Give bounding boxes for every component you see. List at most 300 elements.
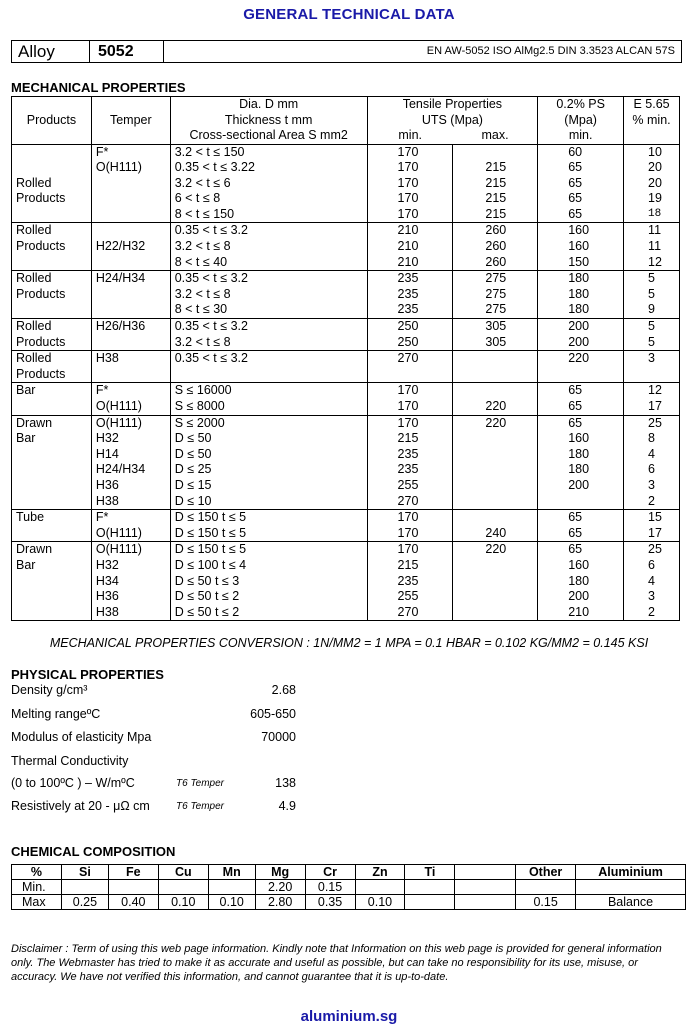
cell-dimension: D ≤ 50 bbox=[170, 447, 367, 463]
cell-product: Bar bbox=[12, 558, 92, 574]
cell-product: Tube bbox=[12, 510, 92, 526]
cell-uts-min: 270 bbox=[367, 351, 453, 367]
cell-ps-min: 160 bbox=[538, 431, 624, 447]
chemical-header-cell: Si bbox=[61, 865, 108, 880]
cell-uts-min: 270 bbox=[367, 605, 453, 621]
resist-value: 4.9 bbox=[278, 799, 296, 813]
chemical-header-cell: Zn bbox=[355, 865, 405, 880]
chemical-min-cell bbox=[455, 880, 516, 895]
table-row bbox=[12, 542, 680, 558]
cell-product bbox=[12, 574, 92, 590]
cell-dimension: D ≤ 50 t ≤ 2 bbox=[170, 589, 367, 605]
cell-uts-min: 215 bbox=[367, 558, 453, 574]
cell-uts-min: 235 bbox=[367, 302, 453, 318]
table-row bbox=[12, 223, 680, 239]
table-row bbox=[12, 399, 680, 415]
chemical-min-cell: Min. bbox=[12, 880, 62, 895]
cell-dimension: D ≤ 150 t ≤ 5 bbox=[170, 542, 367, 558]
cell-dimension: D ≤ 150 t ≤ 5 bbox=[170, 510, 367, 526]
header-dia: Dia. D mm bbox=[239, 97, 299, 111]
cell-uts-max: 215 bbox=[453, 191, 538, 207]
chemical-min-cell bbox=[405, 880, 455, 895]
cell-temper: H38 bbox=[91, 351, 170, 367]
cell-temper: O(H111) bbox=[91, 399, 170, 415]
cell-uts-max: 215 bbox=[453, 176, 538, 192]
header-ps-title: 0.2% PS bbox=[556, 97, 605, 111]
cell-temper bbox=[91, 302, 170, 318]
cell-temper bbox=[91, 223, 170, 239]
table-row bbox=[12, 287, 680, 303]
header-products: Products bbox=[12, 97, 92, 145]
cell-uts-min: 215 bbox=[367, 431, 453, 447]
cell-uts-min: 235 bbox=[367, 462, 453, 478]
cell-ps-min: 180 bbox=[538, 462, 624, 478]
cell-temper: F* bbox=[91, 510, 170, 526]
chemical-min-cell bbox=[576, 880, 686, 895]
cell-ps-min: 220 bbox=[538, 351, 624, 367]
cell-ps-min: 60 bbox=[538, 144, 624, 160]
cell-dimension: 0.35 < t ≤ 3.2 bbox=[170, 319, 367, 335]
cell-product: Rolled bbox=[12, 319, 92, 335]
chemical-header-cell: Ti bbox=[405, 865, 455, 880]
cell-dimension: 3.2 < t ≤ 150 bbox=[170, 144, 367, 160]
cell-product: Bar bbox=[12, 431, 92, 447]
alloy-standards: EN AW-5052 ISO AlMg2.5 DIN 3.3523 ALCAN 57S bbox=[426, 45, 675, 57]
cell-product bbox=[12, 526, 92, 542]
cell-elongation: 5 bbox=[624, 335, 680, 351]
cell-uts-max bbox=[453, 605, 538, 621]
cell-uts-min: 250 bbox=[367, 335, 453, 351]
cell-temper bbox=[91, 335, 170, 351]
cell-uts-min: 170 bbox=[367, 160, 453, 176]
cell-elongation: 8 bbox=[624, 431, 680, 447]
cell-elongation: 25 bbox=[624, 415, 680, 431]
cell-ps-min: 65 bbox=[538, 383, 624, 399]
cell-uts-max: 260 bbox=[453, 239, 538, 255]
cell-uts-max: 260 bbox=[453, 255, 538, 271]
cell-elongation: 5 bbox=[624, 287, 680, 303]
chemical-max-cell: 0.10 bbox=[208, 895, 255, 910]
chemical-max-cell bbox=[455, 895, 516, 910]
cell-product: Products bbox=[12, 239, 92, 255]
cell-product bbox=[12, 160, 92, 176]
cell-uts-max: 260 bbox=[453, 223, 538, 239]
cell-uts-min: 235 bbox=[367, 447, 453, 463]
cell-uts-max bbox=[453, 589, 538, 605]
cell-elongation: 10 bbox=[624, 144, 680, 160]
cell-elongation: 20 bbox=[624, 160, 680, 176]
alloy-header bbox=[11, 40, 682, 63]
cell-temper: F* bbox=[91, 383, 170, 399]
cell-dimension: 0.35 < t ≤ 3.2 bbox=[170, 271, 367, 287]
table-row bbox=[12, 605, 680, 621]
cell-product: Rolled bbox=[12, 351, 92, 367]
cell-temper: H36 bbox=[91, 478, 170, 494]
cell-ps-min: 65 bbox=[538, 526, 624, 542]
table-row bbox=[12, 526, 680, 542]
cell-product: Rolled bbox=[12, 223, 92, 239]
table-row bbox=[12, 367, 680, 383]
chemical-min-cell: 0.15 bbox=[305, 880, 355, 895]
header-temper: Temper bbox=[91, 97, 170, 145]
chemical-max-cell bbox=[405, 895, 455, 910]
header-tensile bbox=[367, 97, 538, 129]
header-elong-title: E 5.65 bbox=[633, 97, 670, 111]
cell-uts-min: 170 bbox=[367, 383, 453, 399]
cell-product bbox=[12, 399, 92, 415]
cell-product bbox=[12, 478, 92, 494]
cell-temper bbox=[91, 176, 170, 192]
cell-uts-max: 275 bbox=[453, 271, 538, 287]
header-ps bbox=[538, 97, 624, 145]
property-group bbox=[12, 144, 680, 223]
property-group bbox=[12, 542, 680, 621]
chemical-max-cell: 0.40 bbox=[108, 895, 158, 910]
cell-product: Products bbox=[12, 287, 92, 303]
cell-ps-min: 200 bbox=[538, 478, 624, 494]
cell-elongation: 6 bbox=[624, 462, 680, 478]
cell-elongation: 2 bbox=[624, 494, 680, 510]
cell-dimension bbox=[170, 367, 367, 383]
thermal-temper: T6 Temper bbox=[176, 778, 224, 789]
property-group bbox=[12, 223, 680, 271]
cell-temper: H32 bbox=[91, 431, 170, 447]
melting-value: 605-650 bbox=[250, 707, 296, 721]
chemical-header-cell: Aluminium bbox=[576, 865, 686, 880]
cell-ps-min: 65 bbox=[538, 399, 624, 415]
cell-ps-min: 180 bbox=[538, 574, 624, 590]
chemical-max-cell: 0.25 bbox=[61, 895, 108, 910]
cell-temper: H38 bbox=[91, 494, 170, 510]
cell-product: Products bbox=[12, 191, 92, 207]
density-label: Density g/cm³ bbox=[11, 683, 88, 697]
header-thickness: Thickness t mm bbox=[224, 112, 313, 127]
table-row bbox=[12, 383, 680, 399]
cell-uts-min: 255 bbox=[367, 589, 453, 605]
cell-ps-min: 180 bbox=[538, 447, 624, 463]
cell-product bbox=[12, 207, 92, 223]
footer-site: aluminium.sg bbox=[300, 1008, 398, 1025]
cell-uts-min: 170 bbox=[367, 415, 453, 431]
cell-uts-min: 170 bbox=[367, 207, 453, 223]
table-row bbox=[12, 415, 680, 431]
cell-dimension: 6 < t ≤ 8 bbox=[170, 191, 367, 207]
cell-elongation: 11 bbox=[624, 223, 680, 239]
cell-dimension: 0.35 < t ≤ 3.2 bbox=[170, 223, 367, 239]
cell-uts-max bbox=[453, 431, 538, 447]
cell-uts-max: 220 bbox=[453, 542, 538, 558]
cell-uts-max: 240 bbox=[453, 526, 538, 542]
cell-dimension: D ≤ 25 bbox=[170, 462, 367, 478]
chemical-max-cell: 0.10 bbox=[158, 895, 208, 910]
cell-elongation: 12 bbox=[624, 383, 680, 399]
cell-uts-min: 235 bbox=[367, 287, 453, 303]
cell-product: Drawn bbox=[12, 542, 92, 558]
cell-uts-min: 270 bbox=[367, 494, 453, 510]
cell-uts-max bbox=[453, 367, 538, 383]
cell-ps-min: 65 bbox=[538, 207, 624, 223]
chemical-header-cell: Cr bbox=[305, 865, 355, 880]
cell-uts-max bbox=[453, 447, 538, 463]
chemical-header-cell: % bbox=[12, 865, 62, 880]
cell-ps-min: 210 bbox=[538, 605, 624, 621]
cell-dimension: D ≤ 15 bbox=[170, 478, 367, 494]
cell-product: Bar bbox=[12, 383, 92, 399]
cell-ps-min: 180 bbox=[538, 271, 624, 287]
cell-uts-max bbox=[453, 494, 538, 510]
disclaimer: Disclaimer : Term of using this web page information. Kindly note that Information on this web page is provided for general information only. The Webmaster has tried to make it as accurate and useful as possible, but can take no responsibility for its use, misuse, or accuracy. We have not verified this information, and cannot guarantee that it is up-to-date. bbox=[11, 943, 662, 983]
cell-dimension: D ≤ 150 t ≤ 5 bbox=[170, 526, 367, 542]
cell-dimension: D ≤ 50 t ≤ 3 bbox=[170, 574, 367, 590]
page-title: GENERAL TECHNICAL DATA bbox=[243, 6, 455, 23]
cell-ps-min bbox=[538, 367, 624, 383]
cell-uts-max bbox=[453, 574, 538, 590]
chemical-header-cell: Mg bbox=[255, 865, 305, 880]
cell-elongation: 3 bbox=[624, 589, 680, 605]
alloy-label: Alloy bbox=[12, 41, 90, 62]
cell-product: Rolled bbox=[12, 176, 92, 192]
table-row bbox=[12, 431, 680, 447]
cell-product: Products bbox=[12, 367, 92, 383]
cell-elongation: 19 bbox=[624, 191, 680, 207]
chemical-header-row bbox=[12, 865, 686, 880]
cell-temper: H38 bbox=[91, 605, 170, 621]
cell-dimension: D ≤ 50 t ≤ 2 bbox=[170, 605, 367, 621]
cell-product bbox=[12, 447, 92, 463]
cell-ps-min: 65 bbox=[538, 415, 624, 431]
cell-uts-min: 170 bbox=[367, 542, 453, 558]
cell-uts-max: 220 bbox=[453, 415, 538, 431]
cell-ps-min: 150 bbox=[538, 255, 624, 271]
cell-elongation: 4 bbox=[624, 574, 680, 590]
cell-ps-min: 200 bbox=[538, 335, 624, 351]
chemical-max-cell: Max bbox=[12, 895, 62, 910]
cell-dimension: 3.2 < t ≤ 6 bbox=[170, 176, 367, 192]
cell-ps-min: 65 bbox=[538, 542, 624, 558]
cell-elongation: 9 bbox=[624, 302, 680, 318]
cell-temper: H26/H36 bbox=[91, 319, 170, 335]
cell-uts-min: 170 bbox=[367, 526, 453, 542]
table-row bbox=[12, 144, 680, 160]
cell-ps-min: 65 bbox=[538, 176, 624, 192]
cell-temper: H24/H34 bbox=[91, 271, 170, 287]
cell-temper: H36 bbox=[91, 589, 170, 605]
cell-uts-max bbox=[453, 510, 538, 526]
cell-uts-max bbox=[453, 351, 538, 367]
cell-elongation: 17 bbox=[624, 399, 680, 415]
header-dimension bbox=[170, 97, 367, 145]
table-row bbox=[12, 239, 680, 255]
physical-heading: PHYSICAL PROPERTIES bbox=[11, 667, 164, 682]
cell-temper: H22/H32 bbox=[91, 239, 170, 255]
property-group bbox=[12, 319, 680, 351]
table-row bbox=[12, 176, 680, 192]
property-group bbox=[12, 271, 680, 319]
cell-uts-max: 275 bbox=[453, 287, 538, 303]
cell-temper bbox=[91, 191, 170, 207]
cell-dimension: S ≤ 2000 bbox=[170, 415, 367, 431]
cell-uts-min: 235 bbox=[367, 271, 453, 287]
cell-dimension: 0.35 < t ≤ 3.2 bbox=[170, 351, 367, 367]
cell-uts-min: 170 bbox=[367, 144, 453, 160]
cell-elongation: 2 bbox=[624, 605, 680, 621]
table-row bbox=[12, 271, 680, 287]
table-row bbox=[12, 462, 680, 478]
cell-ps-min: 65 bbox=[538, 510, 624, 526]
cell-ps-min: 180 bbox=[538, 287, 624, 303]
chemical-header-cell bbox=[455, 865, 516, 880]
table-row bbox=[12, 302, 680, 318]
cell-elongation: 20 bbox=[624, 176, 680, 192]
chemical-max-cell: 0.10 bbox=[355, 895, 405, 910]
chemical-max-cell: Balance bbox=[576, 895, 686, 910]
table-row bbox=[12, 478, 680, 494]
chemical-max-cell: 0.35 bbox=[305, 895, 355, 910]
cell-ps-min: 180 bbox=[538, 302, 624, 318]
cell-ps-min: 200 bbox=[538, 589, 624, 605]
chemical-min-cell bbox=[108, 880, 158, 895]
header-max: max. bbox=[453, 128, 538, 144]
cell-uts-min: 250 bbox=[367, 319, 453, 335]
cell-uts-max: 220 bbox=[453, 399, 538, 415]
chemical-min-cell bbox=[208, 880, 255, 895]
cell-dimension: D ≤ 50 bbox=[170, 431, 367, 447]
cell-uts-max bbox=[453, 478, 538, 494]
cell-temper bbox=[91, 207, 170, 223]
cell-uts-max: 215 bbox=[453, 207, 538, 223]
cell-temper bbox=[91, 255, 170, 271]
cell-product bbox=[12, 494, 92, 510]
mechanical-heading: MECHANICAL PROPERTIES bbox=[11, 80, 186, 95]
cell-ps-min: 65 bbox=[538, 191, 624, 207]
header-ps-min: min. bbox=[568, 128, 593, 142]
cell-temper: O(H111) bbox=[91, 526, 170, 542]
cell-uts-min: 210 bbox=[367, 255, 453, 271]
alloy-value: 5052 bbox=[90, 41, 164, 62]
chemical-max-row bbox=[12, 895, 686, 910]
table-row bbox=[12, 191, 680, 207]
chemical-min-row bbox=[12, 880, 686, 895]
cell-elongation bbox=[624, 367, 680, 383]
cell-dimension: 3.2 < t ≤ 8 bbox=[170, 335, 367, 351]
cell-product bbox=[12, 144, 92, 160]
cell-uts-max bbox=[453, 558, 538, 574]
cell-dimension: 3.2 < t ≤ 8 bbox=[170, 239, 367, 255]
cell-uts-max bbox=[453, 383, 538, 399]
chemical-min-cell bbox=[61, 880, 108, 895]
cell-elongation: 11 bbox=[624, 239, 680, 255]
header-ps-unit: (Mpa) bbox=[564, 112, 597, 127]
header-min: min. bbox=[367, 128, 453, 144]
table-row bbox=[12, 510, 680, 526]
table-row bbox=[12, 589, 680, 605]
cell-uts-max: 215 bbox=[453, 160, 538, 176]
cell-elongation: 12 bbox=[624, 255, 680, 271]
cell-temper: H24/H34 bbox=[91, 462, 170, 478]
cell-dimension: D ≤ 10 bbox=[170, 494, 367, 510]
cell-uts-max bbox=[453, 462, 538, 478]
chemical-table bbox=[11, 864, 686, 910]
cell-dimension: D ≤ 100 t ≤ 4 bbox=[170, 558, 367, 574]
cell-product: Rolled bbox=[12, 271, 92, 287]
cell-dimension: 8 < t ≤ 40 bbox=[170, 255, 367, 271]
cell-elongation: 3 bbox=[624, 351, 680, 367]
table-row bbox=[12, 558, 680, 574]
chemical-max-cell: 2.80 bbox=[255, 895, 305, 910]
modulus-label: Modulus of elasticity Mpa bbox=[11, 730, 152, 744]
cell-uts-max: 275 bbox=[453, 302, 538, 318]
table-row bbox=[12, 207, 680, 223]
cell-temper: F* bbox=[91, 144, 170, 160]
table-row bbox=[12, 255, 680, 271]
header-elong bbox=[624, 97, 680, 145]
cell-temper bbox=[91, 287, 170, 303]
cell-ps-min: 160 bbox=[538, 239, 624, 255]
thermal-value: 138 bbox=[275, 776, 296, 790]
cell-temper: H14 bbox=[91, 447, 170, 463]
property-group bbox=[12, 415, 680, 510]
table-row bbox=[12, 335, 680, 351]
cell-dimension: 0.35 < t ≤ 3.22 bbox=[170, 160, 367, 176]
cell-temper: H32 bbox=[91, 558, 170, 574]
cell-dimension: 8 < t ≤ 30 bbox=[170, 302, 367, 318]
cell-uts-min: 210 bbox=[367, 239, 453, 255]
cell-temper: O(H111) bbox=[91, 160, 170, 176]
table-row bbox=[12, 160, 680, 176]
cell-uts-max: 305 bbox=[453, 335, 538, 351]
cell-temper: O(H111) bbox=[91, 542, 170, 558]
cell-uts-min: 170 bbox=[367, 176, 453, 192]
chemical-header-cell: Mn bbox=[208, 865, 255, 880]
cell-dimension: 8 < t ≤ 150 bbox=[170, 207, 367, 223]
property-group bbox=[12, 351, 680, 383]
thermal-range-label: (0 to 100ºC ) – W/mºC bbox=[11, 776, 135, 790]
chemical-max-cell: 0.15 bbox=[516, 895, 576, 910]
cell-elongation: 17 bbox=[624, 526, 680, 542]
cell-product bbox=[12, 605, 92, 621]
chemical-min-cell: 2.20 bbox=[255, 880, 305, 895]
chemical-min-cell bbox=[355, 880, 405, 895]
cell-uts-min bbox=[367, 367, 453, 383]
density-value: 2.68 bbox=[271, 683, 296, 697]
table-row bbox=[12, 494, 680, 510]
mechanical-table bbox=[11, 96, 680, 621]
cell-elongation: 15 bbox=[624, 510, 680, 526]
header-uts: UTS (Mpa) bbox=[421, 112, 483, 127]
cell-elongation: 6 bbox=[624, 558, 680, 574]
cell-uts-min: 170 bbox=[367, 191, 453, 207]
melting-label: Melting rangeºC bbox=[11, 707, 101, 721]
table-row bbox=[12, 447, 680, 463]
cell-ps-min bbox=[538, 494, 624, 510]
cell-uts-min: 170 bbox=[367, 510, 453, 526]
cell-ps-min: 160 bbox=[538, 558, 624, 574]
chemical-header-cell: Cu bbox=[158, 865, 208, 880]
chemical-min-cell bbox=[158, 880, 208, 895]
cell-elongation: 5 bbox=[624, 319, 680, 335]
conversion-note: MECHANICAL PROPERTIES CONVERSION : 1N/MM2 = 1 MPA = 0.1 HBAR = 0.102 KG/MM2 = 0.145 KSI bbox=[49, 636, 649, 650]
cell-elongation: 25 bbox=[624, 542, 680, 558]
chemical-min-cell bbox=[516, 880, 576, 895]
property-group bbox=[12, 383, 680, 415]
cell-product: Products bbox=[12, 335, 92, 351]
cell-product: Drawn bbox=[12, 415, 92, 431]
header-tensile-title: Tensile Properties bbox=[402, 97, 503, 111]
table-row bbox=[12, 574, 680, 590]
cell-temper: H34 bbox=[91, 574, 170, 590]
table-row bbox=[12, 351, 680, 367]
cell-uts-min: 255 bbox=[367, 478, 453, 494]
